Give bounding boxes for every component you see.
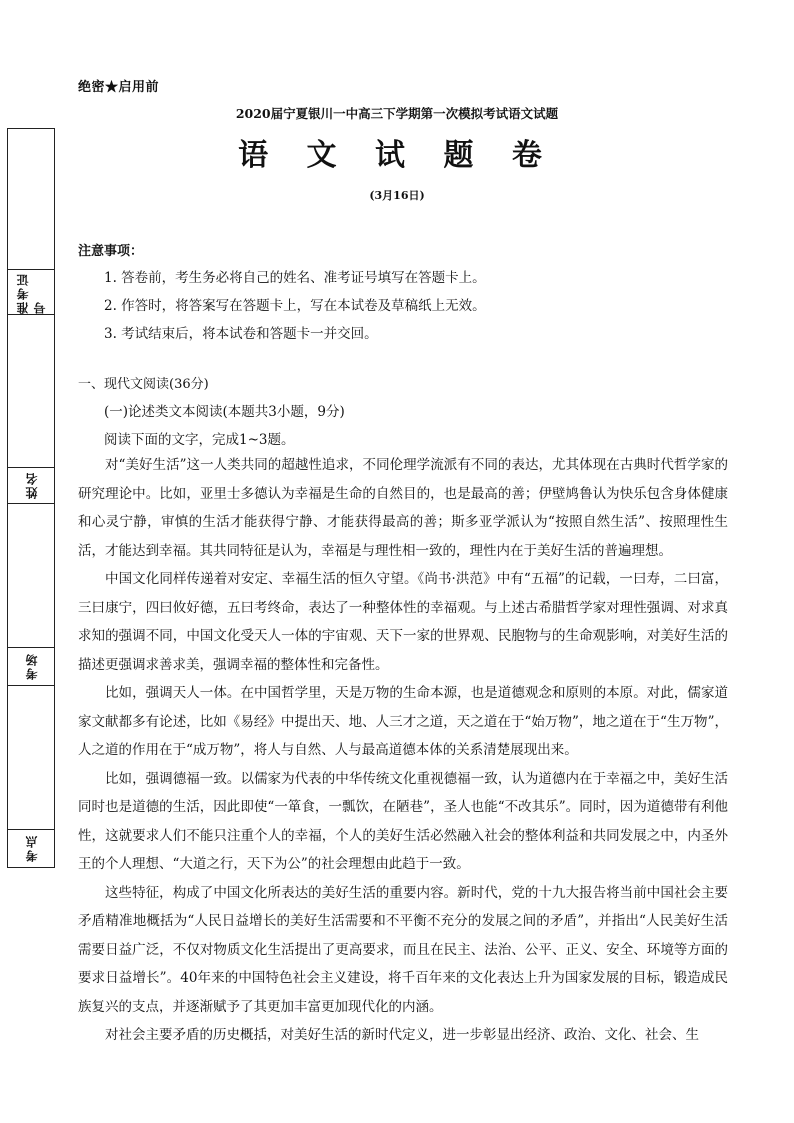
article-paragraph: 中国文化同样传递着对安定、幸福生活的恒久守望。《尚书·洪范》中有“五福”的记载，一曰寿，二曰富，三曰康宁，四曰攸好德，五曰考终命，表达了一种整体性的幸福观。与上述古希腊哲学家对理性强调、对求真求知的强调不同，中国文化受天人一体的宇宙观、天下一家的世界观、民胞物与的生命观影响，对美好生活的描述更强调求善求美，强调幸福的整体性和完备性。 <box>78 571 728 673</box>
notice-item: 3. 考试结束后，将本试卷和答题卡一并交回。 <box>104 326 378 342</box>
subsection-title: (一)论述类文本阅读(本题共3小题，9分) <box>104 404 345 420</box>
article-body <box>78 451 728 1050</box>
exam-subtitle: 2020届宁夏银川一中高三下学期第一次模拟考试语文试题 <box>235 106 559 121</box>
article-paragraph: 这些特征，构成了中国文化所表达的美好生活的重要内容。新时代，党的十九大报告将当前中国社会主要矛盾精准地概括为“人民日益增长的美好生活需要和不平衡不充分的发展之间的矛盾”，并指出“人民美好生活需要日益广泛，不仅对物质文化生活提出了更高要求，而且在民主、法治、公平、正义、安全、环境等方面的要求日益增长”。40年来的中国特色社会主义建设，将千百年来的文化表达上升为国家发展的目标，锻造成民族复兴的支点，并逐渐赋予了其更加丰富更加现代化的内涵。 <box>78 884 728 1015</box>
article-paragraph: 对“美好生活”这一人类共同的超越性追求，不同伦理学流派有不同的表达，尤其体现在古典时代哲学家的研究理论中。比如，亚里士多德认为幸福是生命的自然目的，也是最高的善；伊壁鸠鲁认为快乐包含身体健康和心灵宁静，审慎的生活才能获得宁静、才能获得最高的善；斯多亚学派认为“按照自然生活”、按照理性生活，才能达到幸福。其共同特征是认为，幸福是与理性相一致的，理性内在于美好生活的普遍理想。 <box>78 457 728 559</box>
section-title: 一、现代文阅读(36分) <box>78 377 209 392</box>
exam-date: (3月16日) <box>369 189 425 202</box>
article-paragraph: 对社会主要矛盾的历史概括，对美好生活的新时代定义，进一步彰显出经济、政治、文化、社会、生 <box>105 1027 699 1043</box>
exam-site-label: 考点 <box>24 834 39 862</box>
exam-room-label: 考场 <box>24 652 39 680</box>
name-label: 姓名 <box>24 471 39 499</box>
binding-strip <box>7 128 55 868</box>
confidential-label: 绝密★启用前 <box>78 80 160 95</box>
article-paragraph: 比如，强调德福一致。以儒家为代表的中华传统文化重视德福一致，认为道德内在于幸福之中，美好生活同时也是道德的生活，因此即使“一箪食，一瓢饮，在陋巷”，圣人也能“不改其乐”。同时，因为道德带有利他性，这就要求人们不能只注重个人的幸福，个人的美好生活必然融入社会的整体利益和共同发展之中，内圣外王的个人理想、“大道之行，天下为公”的社会理想由此趋于一致。 <box>78 770 728 872</box>
notice-item: 2. 作答时，将答案写在答题卡上，写在本试卷及草稿纸上无效。 <box>104 298 486 314</box>
notice-item: 1. 答卷前，考生务必将自己的姓名、准考证号填写在答题卡上。 <box>104 270 486 286</box>
article-paragraph: 比如，强调天人一体。在中国哲学里，天是万物的生命本源，也是道德观念和原则的本原。对此，儒家道家文献都多有论述，比如《易经》中提出天、地、人三才之道，天之道在于“始万物”，地之道在于“生万物”，人之道的作用在于“成万物”，将人与自然、人与最高道德本体的关系清楚展现出来。 <box>78 685 728 758</box>
candidate-number-label: 准考证号 <box>16 272 47 314</box>
notice-heading: 注意事项： <box>78 244 144 259</box>
reading-instruction: 阅读下面的文字，完成1~3题。 <box>104 432 295 448</box>
page-title: 语 文 试 题 卷 <box>238 138 556 173</box>
